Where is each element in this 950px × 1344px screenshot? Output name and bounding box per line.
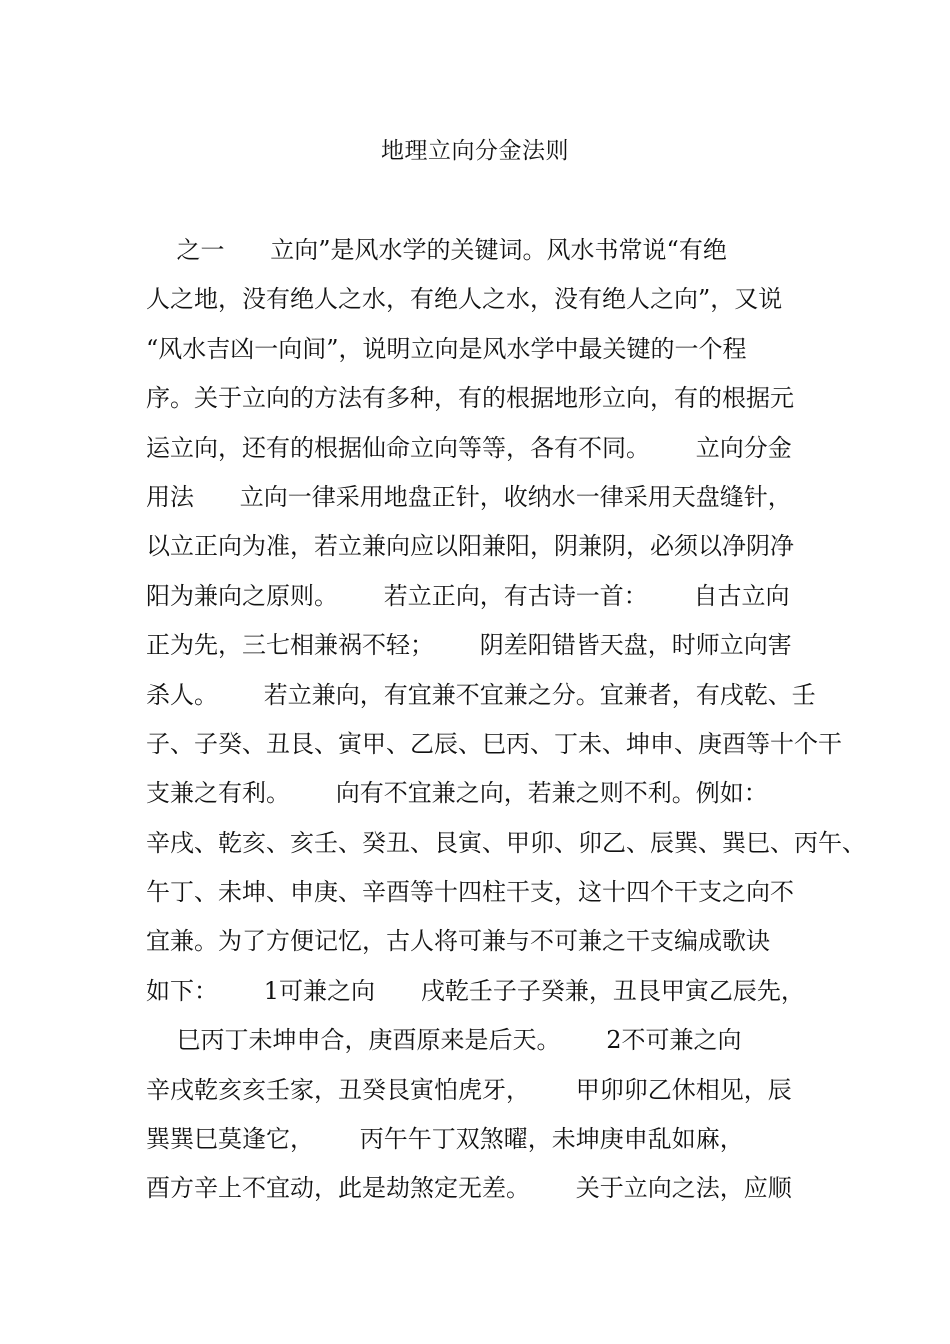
text-line: 辛戌乾亥亥壬家，丑癸艮寅怕虎牙， 甲卯卯乙休相见，辰 bbox=[146, 1075, 792, 1104]
body-text bbox=[146, 232, 866, 1220]
text-line: 辛戌、乾亥、亥壬、癸丑、艮寅、甲卯、卯乙、辰巽、巽巳、丙午、 bbox=[146, 828, 866, 857]
text-line: 宜兼。为了方便记忆，古人将可兼与不可兼之干支编成歌诀 bbox=[146, 927, 770, 956]
text-line: 阳为兼向之原则。 若立正向，有古诗一首： 自古立向 bbox=[146, 581, 790, 610]
text-line: “风水吉凶一向间”，说明立向是风水学中最关键的一个程 bbox=[146, 334, 747, 363]
text-line: 巽巽巳莫逢它， 丙午午丁双煞曜，未坤庚申乱如麻， bbox=[146, 1125, 744, 1154]
text-line: 运立向，还有的根据仙命立向等等，各有不同。 立向分金 bbox=[146, 433, 792, 462]
text-line: 序。关于立向的方法有多种，有的根据地形立向，有的根据元 bbox=[146, 384, 794, 413]
text-line: 杀人。 若立兼向，有宜兼不宜兼之分。宜兼者，有戌乾、壬 bbox=[146, 680, 816, 709]
page-title: 地理立向分金法则 bbox=[381, 138, 569, 164]
text-line: 用法 立向一律采用地盘正针，收纳水一律采用天盘缝针， bbox=[146, 482, 792, 511]
text-line: 以立正向为准，若立兼向应以阳兼阳，阴兼阴，必须以净阴净 bbox=[146, 532, 794, 561]
text-line: 午丁、未坤、申庚、辛酉等十四柱干支，这十四个干支之向不 bbox=[146, 878, 794, 907]
text-line: 子、子癸、丑艮、寅甲、乙辰、巳丙、丁未、坤申、庚酉等十个干 bbox=[146, 729, 842, 758]
text-line: 酉方辛上不宜动，此是劫煞定无差。 关于立向之法，应顺 bbox=[146, 1174, 792, 1203]
text-line: 巳丙丁未坤申合，庚酉原来是后天。 2不可兼之向 bbox=[146, 1026, 742, 1055]
text-line: 支兼之有利。 向有不宜兼之向，若兼之则不利。例如： bbox=[146, 779, 768, 808]
text-line: 正为先，三七相兼祸不轻； 阴差阳错皆天盘，时师立向害 bbox=[146, 631, 792, 660]
text-line: 人之地，没有绝人之水，有绝人之水，没有绝人之向”，又说 bbox=[146, 285, 783, 314]
text-line: 之一 立向”是风水学的关键词。风水书常说“有绝 bbox=[146, 236, 727, 264]
text-line: 如下： 1可兼之向 戌乾壬子子癸兼，丑艮甲寅乙辰先， bbox=[146, 976, 805, 1005]
